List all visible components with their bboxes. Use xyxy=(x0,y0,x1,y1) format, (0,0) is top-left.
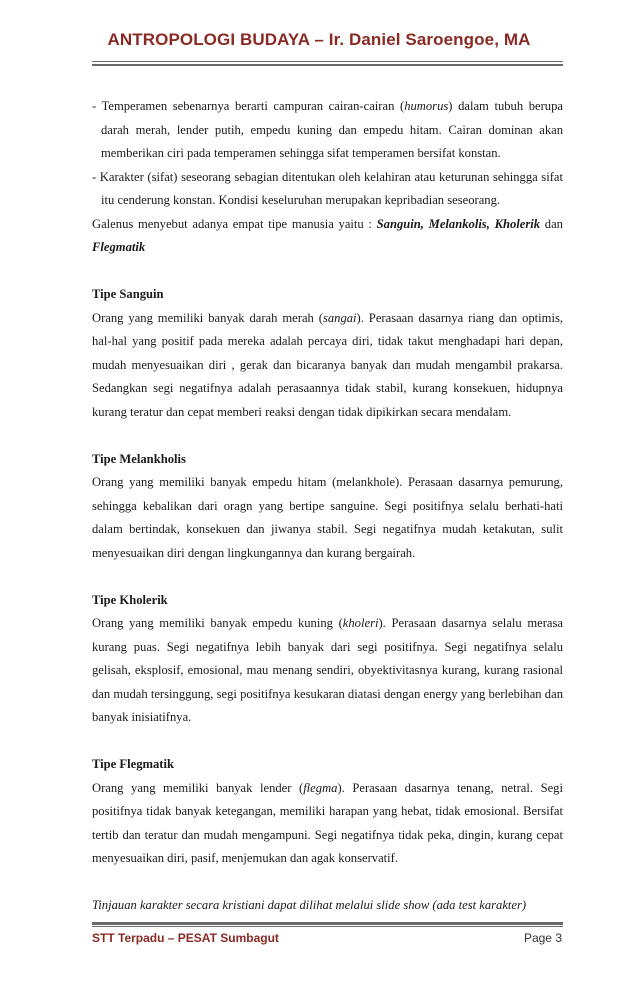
conjunction: dan xyxy=(540,216,563,231)
latin-term: kholeri xyxy=(342,616,379,630)
paragraph-kholerik xyxy=(92,612,563,730)
section-heading-flegmatik: Tipe Flegmatik xyxy=(92,757,174,771)
spacer xyxy=(92,565,563,589)
character-bullet: - Karakter (sifat) seseorang sebagian ditentukan oleh kelahiran atau keturunan sehingga sifat itu cenderung konstan. Kondisi keseluruhan merupakan kepribadian seseorang. xyxy=(92,169,563,207)
page-number: Page 3 xyxy=(523,931,562,945)
spacer xyxy=(92,260,563,284)
closing-note: Tinjauan karakter secara kristiani dapat dilihat melalui slide show (ada test karakter) xyxy=(92,898,527,912)
footer-divider xyxy=(92,922,563,927)
galenus-text: Galenus menyebut adanya empat tipe manusia yaitu : xyxy=(92,216,377,231)
paragraph-text: ). Perasaan dasarnya tenang, netral. Segi positifnya tidak banyak ketegangan, memiliki harapan yang hebat, tidak emosional. Bersifat tertib dan teratur dan mudah mengampuni. Segi negatifnya tidak peka, dingin, kurang cepat menyesuaikan diri, pasif, menjemukan dan agak konservatif. xyxy=(92,780,563,865)
footer-institution: STT Terpadu – PESAT Sumbagut xyxy=(92,931,279,945)
paragraph-flegmatik xyxy=(92,777,563,871)
paragraph-sanguin xyxy=(92,307,563,425)
paragraph-text: Orang yang memiliki banyak darah merah ( xyxy=(92,310,323,325)
type-list-last: Flegmatik xyxy=(92,240,146,254)
paragraph-melankholis: Orang yang memiliki banyak empedu hitam (melankhole). Perasaan dasarnya pemurung, sehingga kebalikan dari oragn yang bertipe sanguine. Segi positifnya selalu berhati-hati dalam bertindak, konsekuen dan jiwanya stabil. Segi negatifnya mudah ketakutan, sulit menyesuaikan diri dengan lingkungannya dan kurang bergairah. xyxy=(92,475,563,560)
header-divider xyxy=(92,61,563,66)
temperament-bullet xyxy=(92,95,563,166)
paragraph-text: Orang yang memiliki banyak empedu kuning ( xyxy=(92,616,343,630)
bullet-text: - Temperamen sebenarnya berarti campuran cairan-cairan ( xyxy=(92,99,405,113)
latin-term: sangai xyxy=(322,310,357,325)
section-heading-melankholis: Tipe Melankholis xyxy=(92,451,186,466)
page-header-title: ANTROPOLOGI BUDAYA – Ir. Daniel Saroengoe, MA xyxy=(107,30,531,49)
spacer xyxy=(92,424,563,448)
type-list: Sanguin, Melankolis, Kholerik xyxy=(376,216,541,231)
paragraph-text: Orang yang memiliki banyak lender ( xyxy=(92,780,304,795)
bullet-text: ) dalam tubuh berupa darah merah, lender putih, empedu kuning dan empedu hitam. Cairan dominan akan memberikan ciri pada temperamen sehingga sifat temperamen bersifat konstan. xyxy=(101,99,563,160)
document-body xyxy=(92,95,563,918)
spacer xyxy=(92,871,563,895)
paragraph-text: ). Perasaan dasarnya riang dan optimis, hal-hal yang positif pada mereka adalah percaya diri, tidak takut menghadapi hari depan, mudah menyesuaikan diri , gerak dan bicaranya banyak dan mudah mengambil prakarsa. Sedangkan segi negatifnya adalah perasaannya tidak stabil, kurang konsekuen, hidupnya kurang teratur dan cepat memberi reaksi dengan tidak dipikirkan secara mendalam. xyxy=(92,310,563,419)
section-heading-kholerik: Tipe Kholerik xyxy=(92,592,168,607)
latin-term: humorus xyxy=(404,99,449,113)
latin-term: flegma xyxy=(303,780,338,795)
paragraph-text: ). Perasaan dasarnya selalu merasa kurang puas. Segi negatifnya lebih banyak dari segi positifnya. Segi negatifnya selalu gelisah, eksplosif, emosional, mau menang sendiri, obyektivitasnya kurang, kurang rasional dan mudah tersinggung, segi positifnya kesukaran diatasi dengan energy yang berlebihan dan banyak inisiatifnya. xyxy=(92,616,564,724)
section-heading-sanguin: Tipe Sanguin xyxy=(92,287,164,301)
galenus-paragraph xyxy=(92,213,563,260)
spacer xyxy=(92,730,563,754)
